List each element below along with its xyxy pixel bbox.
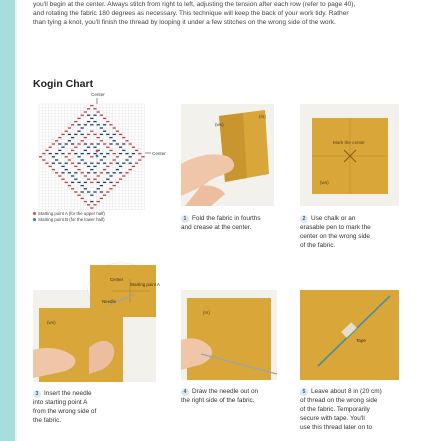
chart-stitch (90, 169, 93, 170)
chart-stitch (113, 153, 116, 154)
chart-stitch (100, 191, 103, 192)
chart-stitch (58, 150, 61, 151)
chart-stitch (119, 147, 122, 148)
chart-stitch (49, 147, 52, 148)
chart-stitch (87, 191, 90, 192)
chart-stitch (90, 195, 93, 196)
chart-stitch (116, 156, 119, 157)
chart-stitch (119, 166, 122, 167)
chart-stitch (122, 150, 125, 151)
chart-stitch (113, 140, 116, 141)
step-4-caption: 4 Draw the needle out on the right side of the fabric. (181, 388, 259, 404)
chart-center-right-label: Center (152, 151, 166, 156)
chart-stitch (106, 179, 109, 180)
chart-stitch (71, 182, 74, 183)
chart-stitch (103, 131, 106, 132)
chart-stitch (93, 172, 96, 173)
chart-stitch (113, 134, 116, 135)
chart-stitch (97, 201, 100, 202)
chart-stitch (129, 143, 132, 144)
chart-stitch (109, 137, 112, 138)
chart-stitch (81, 140, 84, 141)
chart-stitch (90, 105, 93, 106)
kogin-chart (33, 90, 168, 218)
chart-stitch (119, 153, 122, 154)
chart-stitch (74, 172, 77, 173)
chart-stitch (42, 153, 45, 154)
chart-stitch (109, 188, 112, 189)
chart-stitch (84, 163, 87, 164)
chart-stitch (74, 191, 77, 192)
chart-stitch (81, 127, 84, 128)
chart-stitch (138, 159, 141, 160)
chart-stitch (68, 140, 71, 141)
photo-step-1 (181, 104, 274, 206)
chart-stitch (119, 179, 122, 180)
step-1-caption: 1 Fold the fabric in fourths and crease at the center. (181, 215, 261, 231)
chart-stitch (65, 169, 68, 170)
zoom-center-label: Center (110, 277, 124, 282)
chart-stitch (90, 163, 93, 164)
chart-stitch (93, 134, 96, 135)
starting-point-a-marker (96, 150, 99, 153)
chart-stitch (135, 150, 138, 151)
chart-stitch (93, 121, 96, 122)
chart-stitch (58, 163, 61, 164)
starting-point-b-marker (96, 155, 99, 158)
chart-stitch (103, 143, 106, 144)
chart-stitch (74, 134, 77, 135)
chart-stitch (68, 127, 71, 128)
chart-stitch (103, 156, 106, 157)
intro-paragraph: you'll begin at the center. Always stitch from right to left, adjusting the tension after each row (refer to page 40), and rotating the fabric 180 degrees as necessary. This technique will keep the back of your work tidy. Rather than tying a knot, you'll finish the thread by looping it under a few stitches on the wrong side of the work. (33, 1, 356, 27)
chart-stitch (93, 108, 96, 109)
chart-stitch (55, 159, 58, 160)
zoom-inset-circle (88, 263, 160, 315)
chart-stitch (87, 166, 90, 167)
chart-stitch (87, 115, 90, 116)
chart-stitch (97, 124, 100, 125)
photo1-ws-label: (ws) (215, 122, 224, 127)
chart-stitch (55, 172, 58, 173)
legend-item-b: Starting point B (for the lower half) (33, 217, 105, 223)
step-5-caption: 5 Leave about 8 in (20 cm) of thread on the wrong side of the fabric. Temporarily secure with tape. You'll use this thread later on to (300, 388, 382, 431)
step-3-caption: 3 Insert the needle into starting point A from the wrong side of the fabric. (33, 390, 97, 424)
chart-stitch (103, 169, 106, 170)
chart-stitch (81, 134, 84, 135)
chart-stitch (122, 137, 125, 138)
chart-stitch (100, 140, 103, 141)
chart-stitch (119, 172, 122, 173)
step-5-number: 5 (300, 388, 308, 396)
chart-stitch (103, 195, 106, 196)
chart-stitch (84, 143, 87, 144)
chart-stitch (61, 179, 64, 180)
chart-stitch (93, 115, 96, 116)
page-edge-stripe (0, 0, 15, 441)
chart-stitch (71, 124, 74, 125)
chart-stitch (90, 207, 93, 208)
photo1-rs-label: (rs) (259, 114, 266, 119)
chart-stitch (106, 191, 109, 192)
chart-stitch (74, 121, 77, 122)
photo-step-5 (300, 290, 399, 380)
chart-stitch (49, 153, 52, 154)
chart-stitch (103, 182, 106, 183)
chart-stitch (129, 169, 132, 170)
chart-stitch (106, 134, 109, 135)
chart-stitch (68, 185, 71, 186)
chart-stitch (129, 163, 132, 164)
chart-stitch (116, 169, 119, 170)
chart-stitch (87, 134, 90, 135)
chart-stitch (103, 163, 106, 164)
chart-stitch (135, 163, 138, 164)
chart-stitch (65, 156, 68, 157)
chart-stitch (74, 179, 77, 180)
chart-stitch (61, 172, 64, 173)
chart-stitch (125, 153, 128, 154)
chart-stitch (55, 140, 58, 141)
chart-stitch (77, 195, 80, 196)
chart-stitch (84, 175, 87, 176)
red-dot-icon (33, 212, 36, 215)
chart-stitch (84, 188, 87, 189)
chart-stitch (109, 182, 112, 183)
chart-stitch (100, 153, 103, 154)
step-2-number: 2 (300, 215, 308, 223)
blue-dot-icon (33, 218, 36, 221)
chart-stitch (100, 198, 103, 199)
chart-stitch (87, 121, 90, 122)
chart-stitch (65, 143, 68, 144)
chart-stitch (93, 166, 96, 167)
chart-stitch (61, 147, 64, 148)
chart-stitch (100, 134, 103, 135)
chart-stitch (122, 175, 125, 176)
legend-item-a: Starting point A (for the upper half) (33, 211, 105, 217)
chart-stitch (106, 147, 109, 148)
chart-stitch (93, 191, 96, 192)
chart-stitch (68, 159, 71, 160)
chart-stitch (84, 182, 87, 183)
chart-stitch (61, 153, 64, 154)
chart-stitch (93, 204, 96, 205)
chart-stitch (71, 137, 74, 138)
chart-stitch (125, 159, 128, 160)
chart-stitch (106, 166, 109, 167)
chart-stitch (100, 127, 103, 128)
chart-stitch (65, 163, 68, 164)
zoom-needle-label: Needle (102, 299, 116, 304)
chart-stitch (87, 147, 90, 148)
chart-stitch (100, 115, 103, 116)
chart-stitch (90, 118, 93, 119)
chart-stitch (71, 143, 74, 144)
chart-stitch (106, 172, 109, 173)
chart-stitch (109, 163, 112, 164)
chart-stitch (81, 115, 84, 116)
chart-center-top-label: Center (91, 92, 105, 97)
chart-stitch (97, 137, 100, 138)
chart-stitch (58, 175, 61, 176)
chart-stitch (125, 140, 128, 141)
chart-stitch (141, 156, 144, 157)
chart-stitch (87, 204, 90, 205)
chart-stitch (45, 163, 48, 164)
zoom-starting-label: Starting point A (130, 282, 160, 287)
chart-stitch (93, 153, 96, 154)
chart-stitch (71, 163, 74, 164)
chart-stitch (87, 153, 90, 154)
chart-stitch (97, 143, 100, 144)
chart-stitch (74, 147, 77, 148)
chart-stitch (93, 179, 96, 180)
chart-stitch (77, 143, 80, 144)
chart-stitch (77, 169, 80, 170)
chart-stitch (100, 172, 103, 173)
chart-stitch (90, 182, 93, 183)
chart-stitch (81, 191, 84, 192)
photo5-tape-label: Tape (356, 338, 366, 343)
chart-stitch (58, 137, 61, 138)
chart-stitch (77, 118, 80, 119)
chart-stitch (68, 134, 71, 135)
chart-stitch (55, 153, 58, 154)
chart-stitch (109, 143, 112, 144)
chart-stitch (90, 156, 93, 157)
chart-stitch (42, 159, 45, 160)
chart-stitch (97, 111, 100, 112)
chart-stitch (116, 131, 119, 132)
chart-stitch (52, 143, 55, 144)
photo2-ws-label: (ws) (320, 180, 329, 185)
chart-stitch (58, 143, 61, 144)
chart-stitch (84, 137, 87, 138)
chart-stitch (87, 108, 90, 109)
chart-stitch (81, 153, 84, 154)
chart-stitch (113, 185, 116, 186)
chart-stitch (138, 153, 141, 154)
chart-stitch (52, 156, 55, 157)
chart-stitch (68, 153, 71, 154)
chart-stitch (100, 185, 103, 186)
chart-stitch (81, 159, 84, 160)
chart-stitch (71, 175, 74, 176)
chart-stitch (106, 153, 109, 154)
chart-stitch (77, 156, 80, 157)
photo3-ws-label: (ws) (47, 320, 56, 325)
chart-stitch (132, 166, 135, 167)
chart-stitch (100, 159, 103, 160)
chart-stitch (71, 188, 74, 189)
chart-stitch (113, 159, 116, 160)
chart-stitch (65, 131, 68, 132)
chart-stitch (61, 134, 64, 135)
chart-stitch (125, 172, 128, 173)
chart-stitch (109, 124, 112, 125)
chart-stitch (81, 172, 84, 173)
chart-stitch (116, 182, 119, 183)
chart-stitch (97, 182, 100, 183)
chart-stitch (77, 182, 80, 183)
chart-stitch (84, 111, 87, 112)
photo-step-4 (181, 290, 277, 380)
chart-stitch (81, 198, 84, 199)
chart-stitch (90, 143, 93, 144)
chart-pattern (39, 105, 145, 209)
chart-stitch (97, 175, 100, 176)
chart-stitch (74, 153, 77, 154)
chart-stitch (116, 143, 119, 144)
chart-stitch (49, 166, 52, 167)
chart-stitch (74, 166, 77, 167)
chart-stitch (90, 124, 93, 125)
chart-stitch (113, 172, 116, 173)
chart-stitch (93, 147, 96, 148)
photo2-center-label: Mark the center (333, 140, 365, 145)
chart-stitch (68, 172, 71, 173)
chart-stitch (52, 169, 55, 170)
chart-stitch (84, 124, 87, 125)
chart-stitch (109, 150, 112, 151)
kogin-chart-graphic (33, 90, 168, 218)
chart-legend (33, 211, 105, 223)
chart-stitch (87, 179, 90, 180)
chart-stitch (132, 153, 135, 154)
chart-stitch (87, 172, 90, 173)
chart-stitch (77, 163, 80, 164)
chart-stitch (132, 147, 135, 148)
chart-stitch (97, 188, 100, 189)
step-3-number: 3 (33, 390, 41, 398)
chart-stitch (61, 166, 64, 167)
chart-stitch (103, 124, 106, 125)
chart-stitch (122, 143, 125, 144)
chart-stitch (71, 150, 74, 151)
chart-stitch (45, 150, 48, 151)
section-title: Kogin Chart (33, 78, 94, 90)
chart-stitch (116, 163, 119, 164)
chart-stitch (113, 127, 116, 128)
chart-stitch (90, 201, 93, 202)
chart-stitch (119, 134, 122, 135)
chart-stitch (65, 182, 68, 183)
chart-stitch (122, 163, 125, 164)
chart-stitch (103, 118, 106, 119)
photo4-rs-label: (rs) (203, 310, 210, 315)
chart-stitch (84, 201, 87, 202)
chart-stitch (77, 131, 80, 132)
step-1-number: 1 (181, 215, 189, 223)
chart-stitch (84, 150, 87, 151)
chart-stitch (52, 163, 55, 164)
chart-stitch (39, 156, 42, 157)
chart-stitch (129, 156, 132, 157)
chart-stitch (81, 185, 84, 186)
chart-stitch (109, 175, 112, 176)
step-2-caption: 2 Use chalk or an erasable pen to mark the center on the wrong side of the fabric. (300, 215, 371, 249)
photo-step-2 (300, 104, 399, 206)
chart-stitch (97, 163, 100, 164)
step-4-number: 4 (181, 388, 189, 396)
chart-stitch (106, 121, 109, 122)
chart-stitch (90, 131, 93, 132)
chart-stitch (77, 124, 80, 125)
